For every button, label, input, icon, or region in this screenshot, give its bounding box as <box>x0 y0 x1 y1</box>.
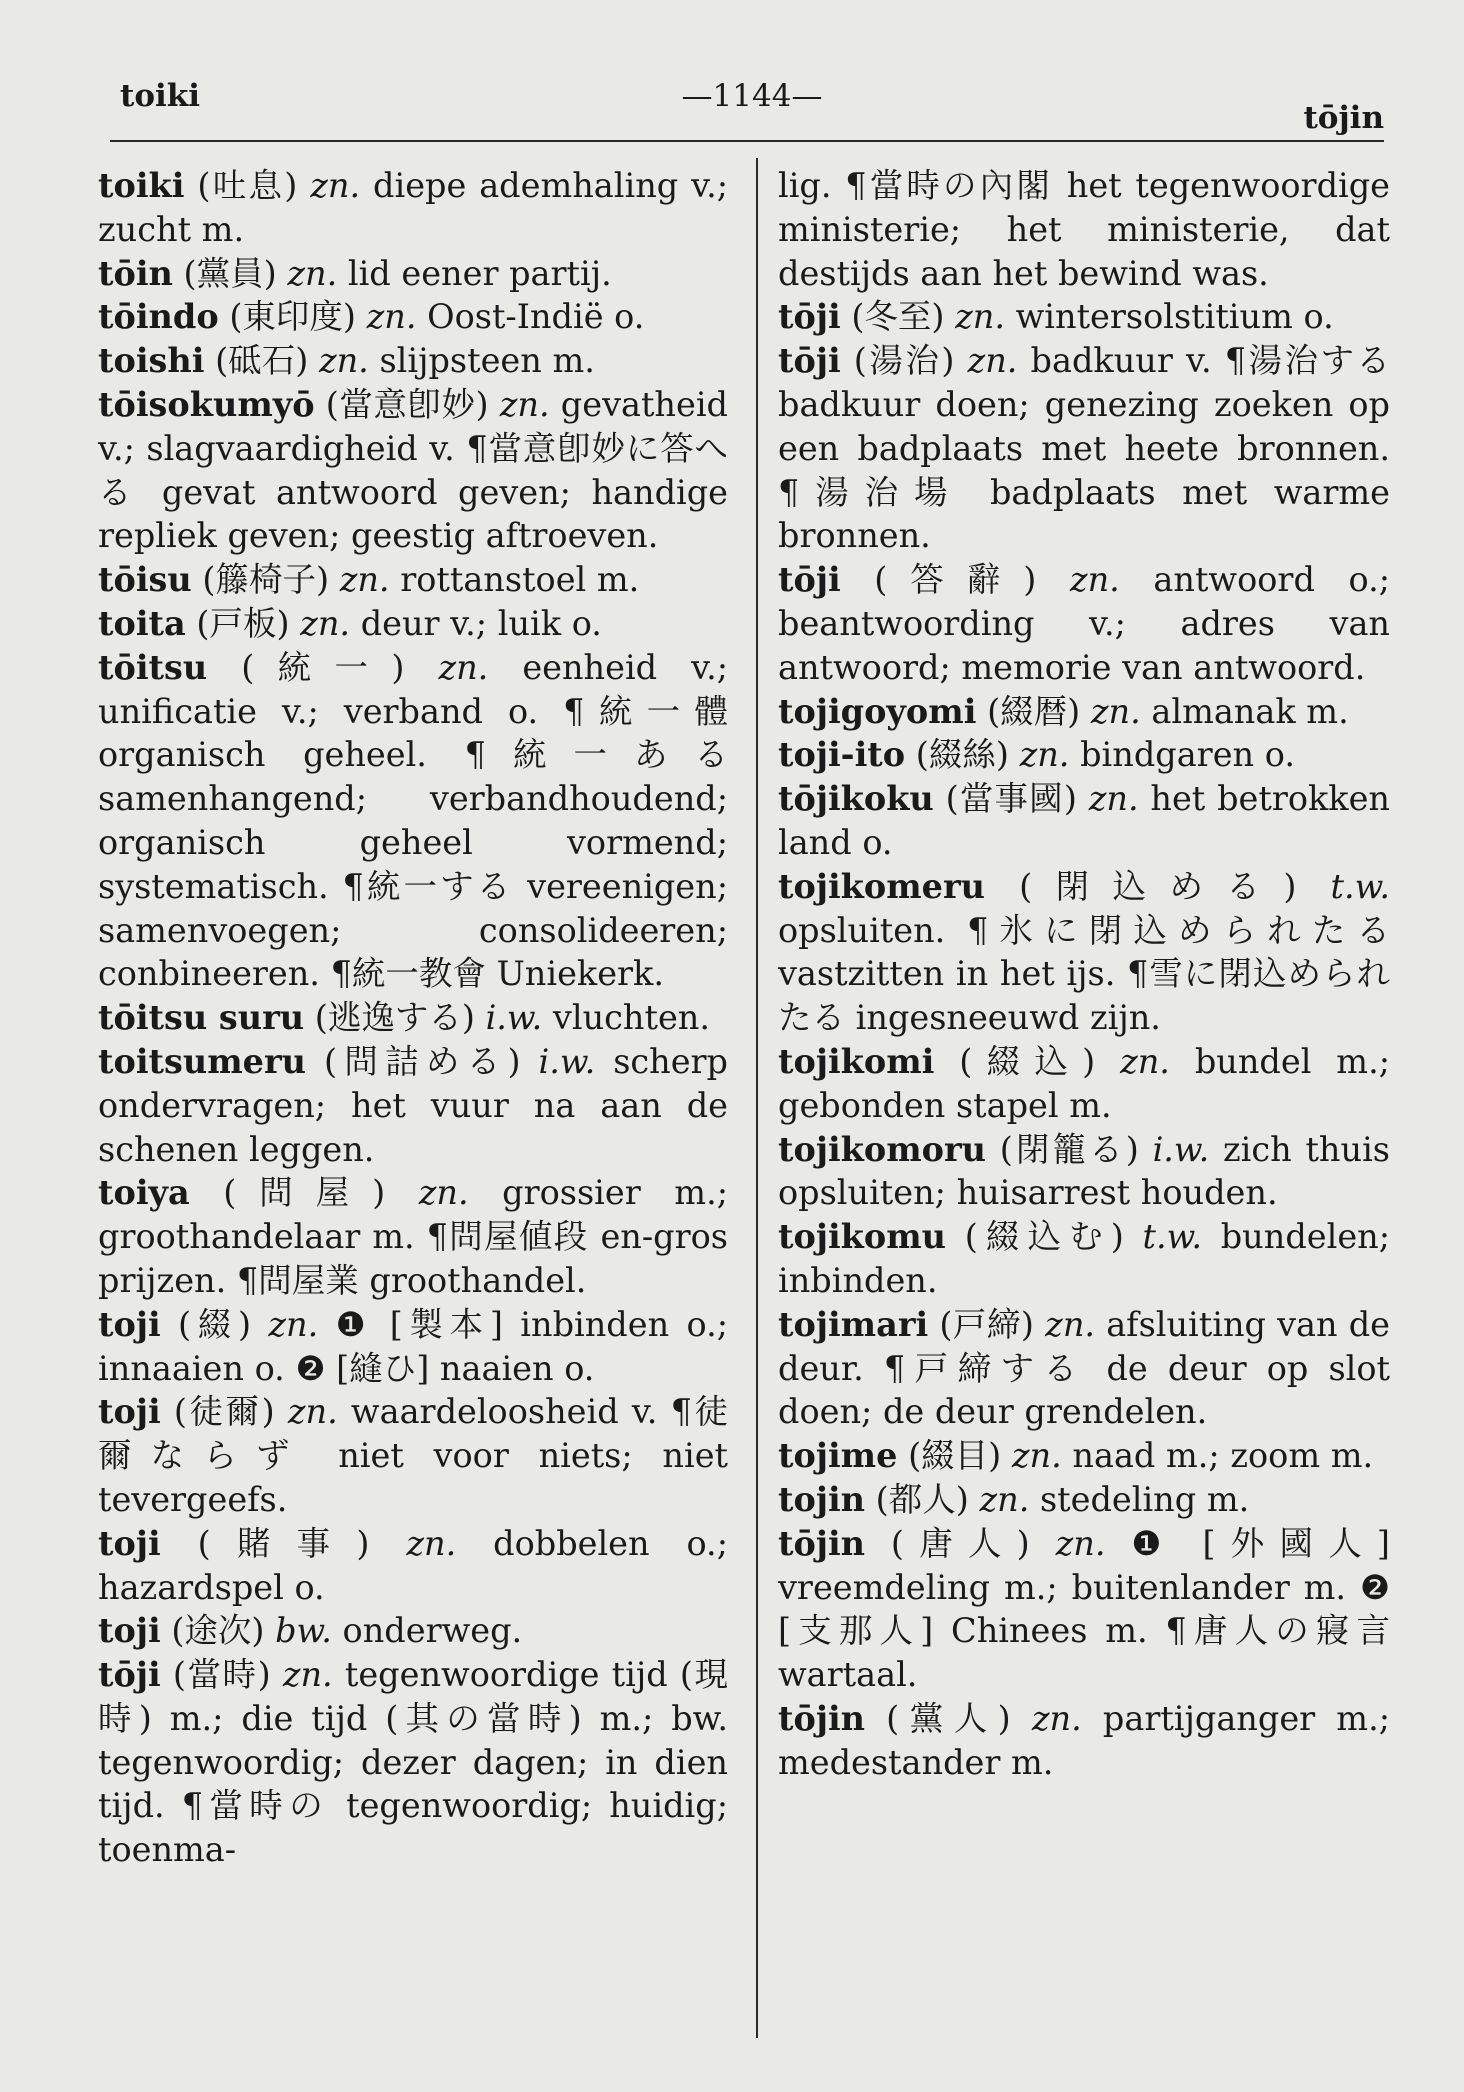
headword: toishi <box>98 341 205 381</box>
dictionary-entry <box>778 1215 1390 1303</box>
part-of-speech: zn. <box>318 341 369 381</box>
entry-definition: scherp ondervragen; het vuur na aan de schenen leggen. <box>98 1041 729 1169</box>
entry-definition: partijganger m.; medestander m. <box>778 1698 1390 1782</box>
dictionary-entry <box>778 690 1390 734</box>
dictionary-entry <box>98 252 728 296</box>
entry-definition: stedeling m. <box>1029 1479 1250 1519</box>
entry-kanji: (綴絲) <box>905 735 1020 775</box>
part-of-speech: zn. <box>955 297 1005 337</box>
part-of-speech: zn. <box>406 1523 457 1563</box>
headword: toji-ito <box>778 735 906 775</box>
entry-kanji: (綴暦) <box>976 691 1091 731</box>
part-of-speech: i.w. <box>538 1041 596 1081</box>
headword: toji <box>98 1392 161 1432</box>
entry-definition: onderweg. <box>331 1611 523 1651</box>
entry-definition: wintersolstitium o. <box>1004 297 1334 337</box>
headword: tojigoyomi <box>778 691 977 731</box>
guide-word-left: toiki <box>120 78 201 114</box>
dictionary-entry <box>778 1128 1390 1216</box>
dictionary-entry <box>98 339 728 383</box>
entry-kanji: (問詰める) <box>306 1041 539 1081</box>
part-of-speech: zn. <box>366 297 417 337</box>
part-of-speech: zn. <box>979 1479 1030 1519</box>
dictionary-entry <box>98 1609 728 1653</box>
dictionary-entry <box>98 1040 728 1171</box>
entry-definition: lig. ¶當時の內閣 het tegenwoordige ministerie; het ministerie, dat destijds aan het bewind was. <box>778 166 1390 293</box>
dictionary-entry <box>778 339 1390 558</box>
page-number: —1144— <box>681 78 823 114</box>
dictionary-entry <box>98 1522 728 1610</box>
part-of-speech: zn. <box>339 560 390 600</box>
dictionary-entry <box>778 164 1390 295</box>
entry-definition: deur v.; luik o. <box>350 603 602 643</box>
part-of-speech: t.w. <box>1330 866 1390 906</box>
entry-definition: ❶ [製本] inbinden o.; innaaien o. ❷ [縫ひ] naaien o. <box>98 1304 729 1388</box>
entry-definition: rottanstoel m. <box>389 560 640 600</box>
entry-definition: vluchten. <box>542 998 710 1038</box>
headword: tōji <box>778 341 841 381</box>
part-of-speech: t.w. <box>1142 1217 1202 1257</box>
right-column <box>778 164 1390 1784</box>
dictionary-entry <box>778 777 1390 865</box>
headword: toji <box>98 1611 161 1651</box>
part-of-speech: zn. <box>300 603 351 643</box>
headword: tōjin <box>778 1698 866 1738</box>
entry-kanji: (黨員) <box>172 253 288 293</box>
part-of-speech: zn. <box>1019 735 1070 775</box>
entry-kanji: (戸板) <box>185 603 301 643</box>
entry-kanji: (冬至) <box>840 297 956 337</box>
running-head <box>120 78 1384 136</box>
entry-kanji: (問屋) <box>189 1173 419 1213</box>
headword: toiki <box>98 166 185 205</box>
dictionary-entry <box>778 1434 1390 1478</box>
headword: toitsumeru <box>98 1041 307 1081</box>
entry-definition: lid eener partij. <box>337 253 612 293</box>
entry-definition: diepe ademhaling v.; zucht m. <box>98 166 729 249</box>
headword: tojikomoru <box>778 1129 987 1169</box>
entry-definition: naad m.; zoom m. <box>1061 1436 1374 1476</box>
entry-definition: het betrokken land o. <box>778 779 1390 862</box>
entry-definition: afsluiting van de deur. ¶戸締する de deur op slot doen; de deur grendelen. <box>778 1304 1391 1432</box>
part-of-speech: zn. <box>282 1655 333 1695</box>
header-rule <box>110 140 1384 142</box>
entry-definition: ❶ [外國人] vreemdeling m.; buitenlander m. ❷ [支那人] Chinees m. ¶唐人の寢言 wartaal. <box>778 1523 1391 1695</box>
headword: tōji <box>98 1655 161 1695</box>
entry-kanji: (統一) <box>207 647 439 687</box>
entry-kanji: (答辭) <box>840 560 1070 600</box>
dictionary-entry <box>98 646 728 996</box>
dictionary-entry <box>98 383 728 558</box>
part-of-speech: zn. <box>287 1392 338 1432</box>
part-of-speech: zn. <box>1088 779 1139 819</box>
dictionary-entry <box>98 558 728 602</box>
headword: tojikomi <box>778 1041 935 1081</box>
dictionary-entry <box>778 1040 1390 1128</box>
part-of-speech: zn. <box>287 253 338 293</box>
entry-kanji: (綴) <box>160 1304 269 1344</box>
headword: tōisu <box>98 560 192 600</box>
dictionary-entry <box>778 1478 1390 1522</box>
dictionary-entry <box>778 558 1390 689</box>
part-of-speech: zn. <box>1069 560 1120 600</box>
part-of-speech: zn. <box>1090 691 1141 731</box>
headword: tojikomeru <box>778 866 985 906</box>
entry-definition: tegenwoordige tijd (現時) m.; die tijd (其の當時) m.; bw. tegenwoordig; dezer dagen; in dien tijd. ¶當時の tegenwoordig; huidig; toenma- <box>98 1655 728 1870</box>
entry-definition: opsluiten. ¶氷に閉込められたる vastzitten in het ijs. ¶雪に閉込められたる ingesneeuwd zijn. <box>778 910 1390 1038</box>
entry-kanji: (當意卽妙) <box>314 384 500 424</box>
part-of-speech: zn. <box>438 647 489 687</box>
dictionary-entry <box>778 865 1390 1040</box>
dictionary-entry <box>778 1303 1390 1434</box>
headword: tōji <box>778 560 841 600</box>
headword: tōitsu suru <box>98 998 305 1038</box>
part-of-speech: zn. <box>268 1304 319 1344</box>
dictionary-entry <box>778 1522 1390 1697</box>
entry-definition: bundel m.; gebonden stapel m. <box>778 1041 1391 1125</box>
entry-definition: eenheid v.; unificatie v.; verband o. ¶統一體 organisch geheel. ¶統一ある samenhangend; verbandhoudend; organisch geheel vormend; systematisch. ¶統一する vereenigen; samenvoegen; consolideeren; conbineeren. ¶統一教會 Uniekerk. <box>98 647 729 994</box>
dictionary-entry <box>98 295 728 339</box>
entry-kanji: (戸締) <box>928 1304 1046 1344</box>
headword: tōitsu <box>98 647 208 687</box>
entry-kanji: (湯治) <box>840 341 968 381</box>
headword: toita <box>98 603 186 643</box>
entry-kanji: (閉込める) <box>985 866 1331 906</box>
entry-kanji: (逃逸する) <box>304 998 486 1038</box>
headword: toiya <box>98 1173 190 1213</box>
entry-kanji: (閉籠る) <box>986 1129 1153 1169</box>
part-of-speech: zn. <box>1120 1041 1170 1081</box>
headword: tōjikoku <box>778 779 934 819</box>
part-of-speech: zn. <box>418 1173 469 1213</box>
entry-kanji: (黨人) <box>865 1698 1032 1738</box>
entry-definition: grossier m.; groothandelaar m. ¶問屋値段 en-gros prijzen. ¶問屋業 groothandel. <box>98 1173 729 1300</box>
dictionary-entry <box>98 1390 728 1521</box>
headword: tojime <box>778 1436 898 1476</box>
dictionary-entry <box>98 164 728 252</box>
dictionary-entry <box>98 1171 728 1302</box>
left-column <box>98 164 728 1872</box>
entry-kanji: (唐人) <box>865 1523 1056 1563</box>
headword: tojin <box>778 1479 866 1519</box>
guide-word-right: tōjin <box>1303 100 1384 136</box>
headword: tōin <box>98 253 173 293</box>
entry-kanji: (吐息) <box>184 166 311 205</box>
entry-definition: Oost-Indië o. <box>416 297 645 337</box>
part-of-speech: i.w. <box>485 998 543 1038</box>
entry-kanji: (途次) <box>160 1611 276 1651</box>
part-of-speech: zn. <box>1031 1698 1082 1738</box>
entry-kanji: (綴込む) <box>946 1217 1143 1257</box>
dictionary-entry <box>778 295 1390 339</box>
entry-kanji: (當時) <box>160 1655 283 1695</box>
headword: tojikomu <box>778 1217 947 1257</box>
dictionary-entry <box>98 1303 728 1391</box>
entry-definition: antwoord o.; beantwoording v.; adres van antwoord; memorie van antwoord. <box>778 560 1391 687</box>
headword: tōji <box>778 297 841 337</box>
headword: toji <box>98 1304 161 1344</box>
part-of-speech: zn. <box>499 384 550 424</box>
entry-definition: waardeloosheid v. ¶徒爾ならず niet voor niets; niet tevergeefs. <box>98 1392 728 1519</box>
dictionary-entry <box>98 996 728 1040</box>
entry-definition: almanak m. <box>1140 691 1349 731</box>
part-of-speech: zn. <box>310 166 361 205</box>
dictionary-entry <box>778 1697 1390 1785</box>
dictionary-entry <box>98 1653 728 1872</box>
entry-kanji: (徒爾) <box>160 1392 288 1432</box>
headword: tōisokumyō <box>98 384 315 424</box>
entry-kanji: (籐椅子) <box>191 560 340 600</box>
entry-kanji: (都人) <box>865 1479 980 1519</box>
entry-kanji: (綴目) <box>897 1436 1012 1476</box>
entry-definition: gevatheid v.; slagvaardigheid v. ¶當意卽妙に答へる gevat antwoord geven; handige repliek geven; geestig aftroeven. <box>98 384 728 556</box>
entry-definition: bindgaren o. <box>1069 735 1295 775</box>
part-of-speech: zn. <box>967 341 1018 381</box>
entry-definition: bundelen; inbinden. <box>778 1217 1391 1300</box>
part-of-speech: zn. <box>1011 1436 1062 1476</box>
headword: tojimari <box>778 1304 929 1344</box>
column-divider <box>756 158 758 2038</box>
entry-definition: badkuur v. ¶湯治する badkuur doen; genezing zoeken op een badplaats met heete bronnen. ¶湯治場 badplaats met warme bronnen. <box>778 341 1391 556</box>
entry-kanji: (綴込) <box>934 1041 1121 1081</box>
dictionary-entry <box>98 602 728 646</box>
entry-kanji: (當事國) <box>933 779 1089 819</box>
entry-kanji: (東印度) <box>218 297 367 337</box>
entry-definition: dobbelen o.; hazardspel o. <box>98 1523 728 1607</box>
part-of-speech: i.w. <box>1152 1129 1210 1169</box>
headword: tōjin <box>778 1523 866 1563</box>
dictionary-entry <box>778 733 1390 777</box>
entry-kanji: (砥石) <box>204 341 319 381</box>
part-of-speech: bw. <box>275 1611 332 1651</box>
entry-definition: slijpsteen m. <box>368 341 595 381</box>
part-of-speech: zn. <box>1045 1304 1096 1344</box>
part-of-speech: zn. <box>1055 1523 1106 1563</box>
headword: tōindo <box>98 297 219 337</box>
entry-kanji: (賭事) <box>160 1523 407 1563</box>
headword: toji <box>98 1523 161 1563</box>
entry-definition: zich thuis opsluiten; huisarrest houden. <box>778 1129 1390 1213</box>
